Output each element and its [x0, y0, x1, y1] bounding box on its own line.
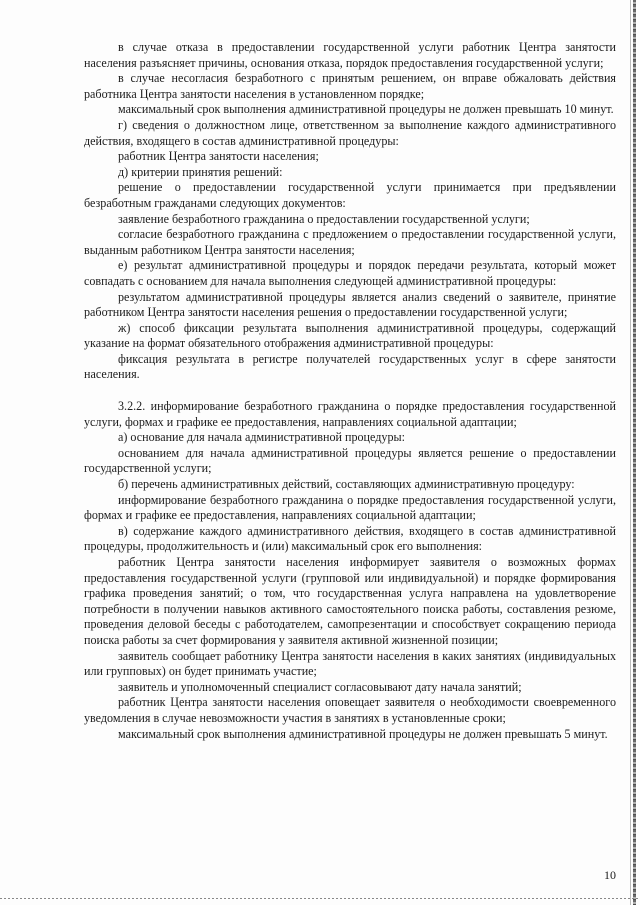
paragraph: максимальный срок выполнения административной процедуры не должен превышать 10 минут. — [118, 102, 614, 117]
paragraph: заявитель сообщает работнику Центра занятости населения в каких занятиях (индивидуальных или групповых) он будет принимать участие; — [84, 648, 616, 679]
paragraph: решение о предоставлении государственной услуги принимается при предъявлении безработным гражданами следующих документов: — [84, 180, 616, 210]
paragraph: заявление безработного гражданина о предоставлении государственной услуги; — [118, 211, 530, 226]
paragraph: максимальный срок выполнения административной процедуры не должен превышать 5 минут. — [118, 726, 608, 741]
paragraph: результатом административной процедуры является анализ сведений о заявителе, принятие работником Центра занятости населения решения о предоставлении государственной услуги; — [84, 289, 616, 320]
paragraph: в случае отказа в предоставлении государственной услуги работник Центра занятости населения разъясняет причины, основания отказа, порядок предоставления государственной услуги; — [84, 40, 616, 70]
paragraph: е) результат административной процедуры и порядок передачи результата, который может совпадать с основанием для начала выполнения следующей административной процедуры: — [84, 258, 616, 288]
paragraph: работник Центра занятости населения оповещает заявителя о необходимости своевременного уведомления в случае невозможности участия в занятиях в установленные сроки; — [84, 695, 616, 725]
page-number: 10 — [604, 868, 616, 882]
paragraph: информирование безработного гражданина о порядке предоставления государственной услуги, формах и графике ее предоставления, направлениях социальной адаптации; — [84, 492, 616, 523]
paragraph: работник Центра занятости населения информирует заявителя о возможных формах предоставления государственной услуги (групповой или индивидуальной) и порядке формирования графика проведения занятий; о том, что государственная услуга направлена на удовлетворение потребности в получении навыков активного самостоятельного поиска работы, составления резюме, проведения деловой беседы с работодателем, самопрезентации и способствует сокращению периода поиска работы за счет формирования у заявителя активной жизненной позиции; — [84, 555, 616, 647]
paragraph: в) содержание каждого административного действия, входящего в состав административной процедуры, продолжительность и (или) максимальный срок его выполнения: — [84, 523, 616, 554]
paragraph: в случае несогласия безработного с принятым решением, он вправе обжаловать действия работника Центра занятости населения в установленном порядке; — [84, 71, 616, 101]
scan-edge-inner — [630, 0, 631, 905]
paragraph: работник Центра занятости населения; — [118, 149, 319, 164]
paragraph: основанием для начала административной процедуры является решение о предоставлении государственной услуги; — [84, 445, 616, 476]
document-body — [84, 40, 616, 742]
paragraph: г) сведения о должностном лице, ответственном за выполнение каждого административного действия, входящего в состав административной процедуры: — [84, 117, 616, 148]
paragraph: заявитель и уполномоченный специалист согласовывают дату начала занятий; — [118, 679, 522, 694]
paragraph: ж) способ фиксации результата выполнения административной процедуры, содержащий указание на формат обязательного отображения административной процедуры: — [84, 320, 616, 351]
paragraph: а) основание для начала административной процедуры: — [118, 430, 405, 445]
scan-edge-bottom — [0, 898, 640, 899]
scan-edge-right — [633, 0, 636, 905]
paragraph: д) критерии принятия решений: — [118, 164, 283, 179]
section-heading-3-2-2: 3.2.2. информирование безработного гражданина о порядке предоставления государственной услуги, формах и графике ее предоставления, направлениях социальной адаптации; — [84, 399, 616, 429]
paragraph: согласие безработного гражданина с предложением о предоставлении государственной услуги, выданным работником Центра занятости населения; — [84, 227, 616, 257]
paragraph: б) перечень административных действий, составляющих административную процедуру: — [118, 477, 575, 492]
paragraph: фиксация результата в регистре получателей государственных услуг в сфере занятости населения. — [84, 351, 616, 382]
